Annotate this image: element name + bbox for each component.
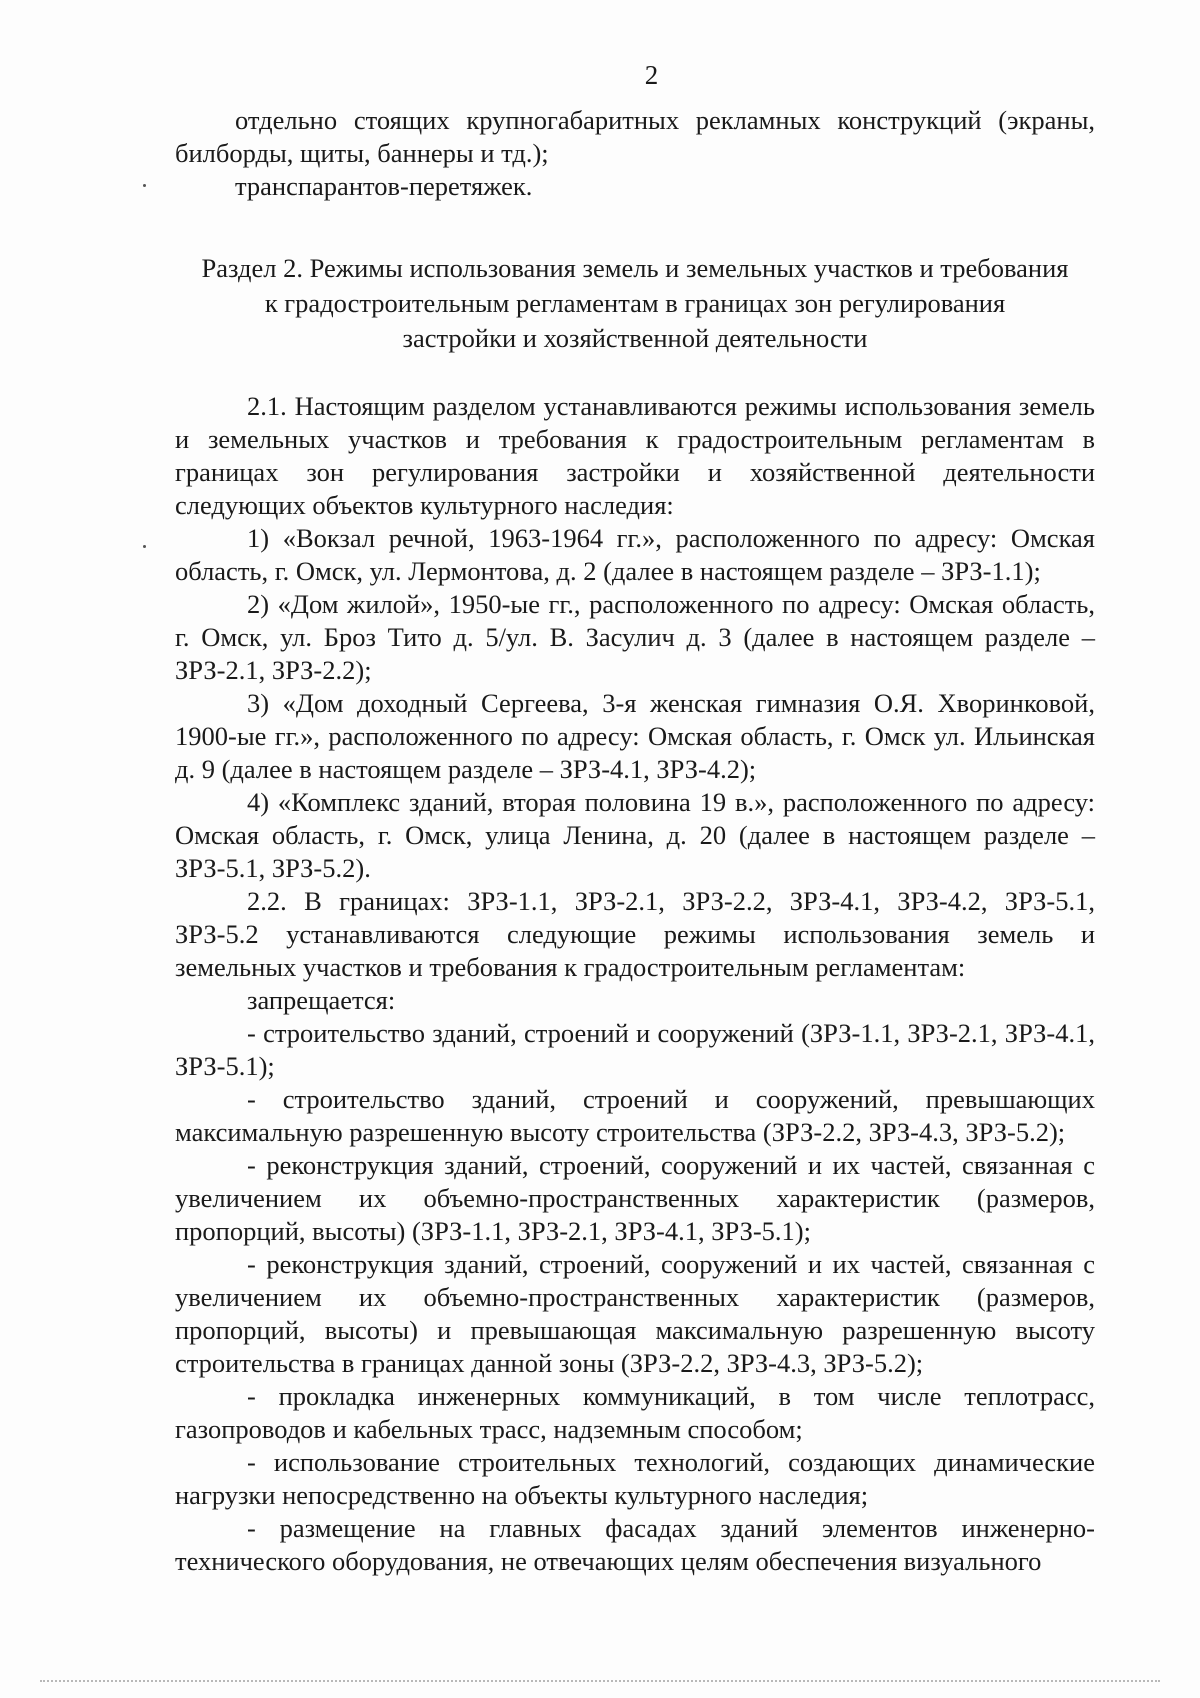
list-item: - строительство зданий, строений и сооружений, превышающих максимальную разрешенную высоту строительства (ЗРЗ-2.2, ЗРЗ-4.3, ЗРЗ-5.2);	[175, 1084, 1095, 1147]
list-item: 3) «Дом доходный Сергеева, 3-я женская гимназия О.Я. Хворинковой, 1900-ые гг.», расположенного по адресу: Омская область, г. Омск ул. Ильинская д. 9 (далее в настоящем разделе – ЗРЗ-4.1, ЗРЗ-4.2);	[175, 688, 1095, 784]
body-paragraph: 2.1. Настоящим разделом устанавливаются режимы использования земель и земельных участков и требования к градостроительным регламентам в границах зон регулирования застройки и хозяйственной деятельности следующих объектов культурного наследия:	[175, 391, 1095, 520]
list-item: 2) «Дом жилой», 1950-ые гг., расположенного по адресу: Омская область, г. Омск, ул. Броз Тито д. 5/ул. В. Засулич д. 3 (далее в настоящем разделе – ЗРЗ-2.1, ЗРЗ-2.2);	[175, 589, 1095, 685]
list-item: - использование строительных технологий, создающих динамические нагрузки непосредственно на объекты культурного наследия;	[175, 1447, 1095, 1510]
scan-speck	[143, 545, 146, 548]
section-title-line: Раздел 2. Режимы использования земель и земельных участков и требования	[201, 253, 1069, 283]
section-title-line: застройки и хозяйственной деятельности	[402, 323, 868, 353]
list-item: 1) «Вокзал речной, 1963-1964 гг.», расположенного по адресу: Омская область, г. Омск, ул. Лермонтова, д. 2 (далее в настоящем разделе – ЗРЗ-1.1);	[175, 523, 1095, 586]
scan-speck	[143, 184, 146, 187]
list-item: - прокладка инженерных коммуникаций, в том числе теплотрасс, газопроводов и кабельных трасс, надземным способом;	[175, 1381, 1095, 1444]
intro-paragraph: транспарантов-перетяжек.	[235, 171, 533, 201]
body-paragraph: запрещается:	[247, 985, 396, 1015]
section-title	[175, 251, 1095, 356]
list-item: 4) «Комплекс зданий, вторая половина 19 в.», расположенного по адресу: Омская область, г. Омск, улица Ленина, д. 20 (далее в настоящем разделе – ЗРЗ-5.1, ЗРЗ-5.2).	[175, 787, 1095, 883]
intro-paragraph: отдельно стоящих крупногабаритных рекламных конструкций (экраны, билборды, щиты, баннеры и тд.);	[175, 105, 1095, 168]
scan-edge-dots	[40, 1680, 1160, 1684]
list-item: - строительство зданий, строений и сооружений (ЗРЗ-1.1, ЗРЗ-2.1, ЗРЗ-4.1, ЗРЗ-5.1);	[175, 1018, 1095, 1081]
document-body	[175, 104, 1095, 1578]
list-item: - реконструкция зданий, строений, сооружений и их частей, связанная с увеличением их объемно-пространственных характеристик (размеров, пропорций, высоты) (ЗРЗ-1.1, ЗРЗ-2.1, ЗРЗ-4.1, ЗРЗ-5.1);	[175, 1150, 1095, 1246]
body-paragraph: 2.2. В границах: ЗРЗ-1.1, ЗРЗ-2.1, ЗРЗ-2.2, ЗРЗ-4.1, ЗРЗ-4.2, ЗРЗ-5.1, ЗРЗ-5.2 устанавливаются следующие режимы использования земель и земельных участков и требования к градостроительным регламентам:	[175, 886, 1095, 982]
section-title-line: к градостроительным регламентам в границах зон регулирования	[264, 288, 1006, 318]
page-number: 2	[644, 60, 659, 90]
list-item: - реконструкция зданий, строений, сооружений и их частей, связанная с увеличением их объемно-пространственных характеристик (размеров, пропорций, высоты) и превышающая максимальную разрешенную высоту строительства в границах данной зоны (ЗРЗ-2.2, ЗРЗ-4.3, ЗРЗ-5.2);	[175, 1249, 1095, 1378]
list-item: - размещение на главных фасадах зданий элементов инженерно-технического оборудования, не отвечающих целям обеспечения визуального	[175, 1513, 1095, 1576]
